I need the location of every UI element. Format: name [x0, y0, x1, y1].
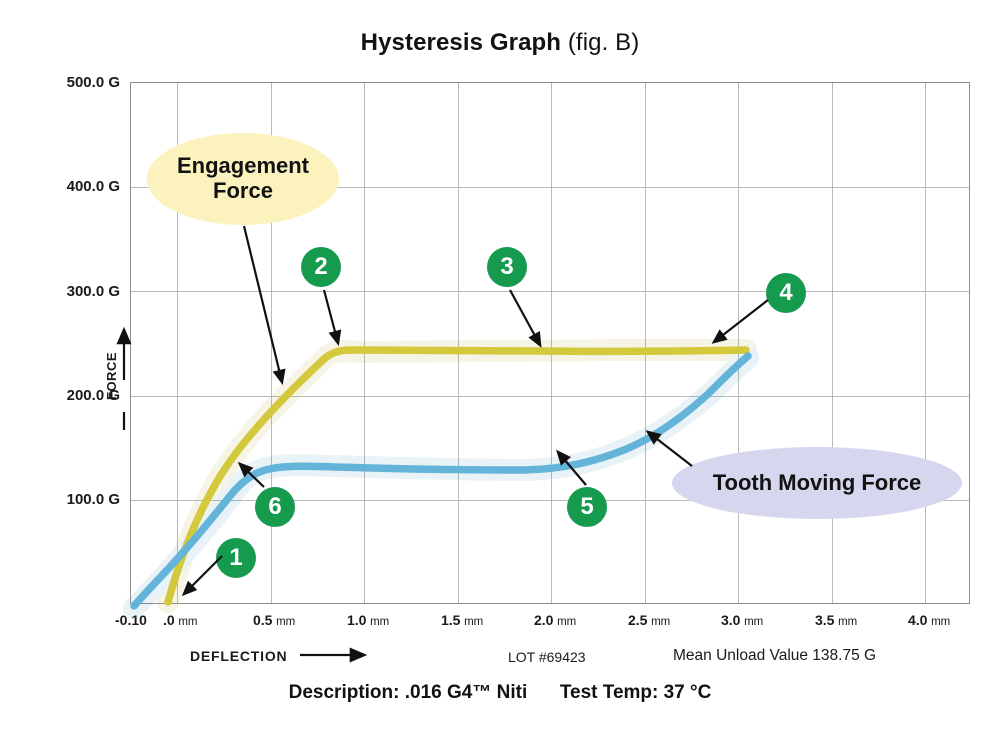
x-tick-unit: mm [370, 616, 390, 628]
x-tick-label [534, 612, 576, 628]
gridline-vertical [832, 83, 833, 603]
y-tick-label: 400.0 G [66, 178, 120, 195]
x-tick-unit: mm [838, 616, 858, 628]
mean-unload-value: Mean Unload Value 138.75 G [673, 647, 877, 664]
y-tick-label: 200.0 G [66, 387, 120, 404]
gridline-horizontal [131, 396, 969, 397]
chart-title-main: Hysteresis Graph [360, 29, 562, 56]
lot-number: LOT #69423 [508, 649, 586, 665]
marker-2: 2 [301, 247, 341, 287]
x-tick-unit: mm [464, 616, 484, 628]
x-tick-label [163, 612, 197, 628]
x-tick-label [628, 612, 670, 628]
x-tick-value: 1.5 [441, 612, 461, 628]
chart-title-sub: (fig. B) [567, 29, 640, 56]
x-tick-label [908, 612, 950, 628]
x-tick-value: 2.5 [628, 612, 648, 628]
x-tick-value: .0 [163, 612, 175, 628]
y-axis-title: FORCE [104, 352, 119, 400]
x-tick-value: 4.0 [908, 612, 928, 628]
callout-tooth-moving-force: Tooth Moving Force [672, 447, 962, 519]
marker-1: 1 [216, 538, 256, 578]
callout-engagement-force: Engagement Force [147, 133, 339, 225]
x-tick-value: 0.5 [253, 612, 273, 628]
gridline-vertical [364, 83, 365, 603]
x-tick-unit: mm [557, 616, 577, 628]
x-tick-unit: mm [744, 616, 764, 628]
x-tick-label [115, 612, 147, 628]
y-tick-label: 100.0 G [66, 491, 120, 508]
x-tick-value: 1.0 [347, 612, 367, 628]
x-tick-label [441, 612, 483, 628]
x-tick-unit: mm [931, 616, 951, 628]
description-line [0, 682, 1000, 704]
x-tick-unit: mm [651, 616, 671, 628]
x-tick-label [721, 612, 763, 628]
gridline-vertical [645, 83, 646, 603]
x-tick-label [815, 612, 857, 628]
x-tick-label [347, 612, 389, 628]
gridline-horizontal [131, 291, 969, 292]
x-tick-unit: mm [276, 616, 296, 628]
marker-6: 6 [255, 487, 295, 527]
y-tick-label: 300.0 G [66, 283, 120, 300]
x-tick-unit: mm [178, 616, 198, 628]
marker-4: 4 [766, 273, 806, 313]
marker-3: 3 [487, 247, 527, 287]
x-axis-title: DEFLECTION [190, 648, 288, 664]
gridline-vertical [458, 83, 459, 603]
gridline-vertical [925, 83, 926, 603]
gridline-vertical [551, 83, 552, 603]
x-tick-value: -0.10 [115, 612, 147, 628]
page-title [0, 28, 1000, 58]
marker-5: 5 [567, 487, 607, 527]
x-tick-label [253, 612, 295, 628]
gridline-vertical [738, 83, 739, 603]
x-tick-value: 2.0 [534, 612, 554, 628]
test-temp-text: Test Temp: 37 °C [559, 682, 712, 703]
x-tick-value: 3.5 [815, 612, 835, 628]
description-text: Description: .016 G4™ Niti [288, 682, 528, 703]
y-tick-label: 500.0 G [66, 74, 120, 91]
x-tick-value: 3.0 [721, 612, 741, 628]
